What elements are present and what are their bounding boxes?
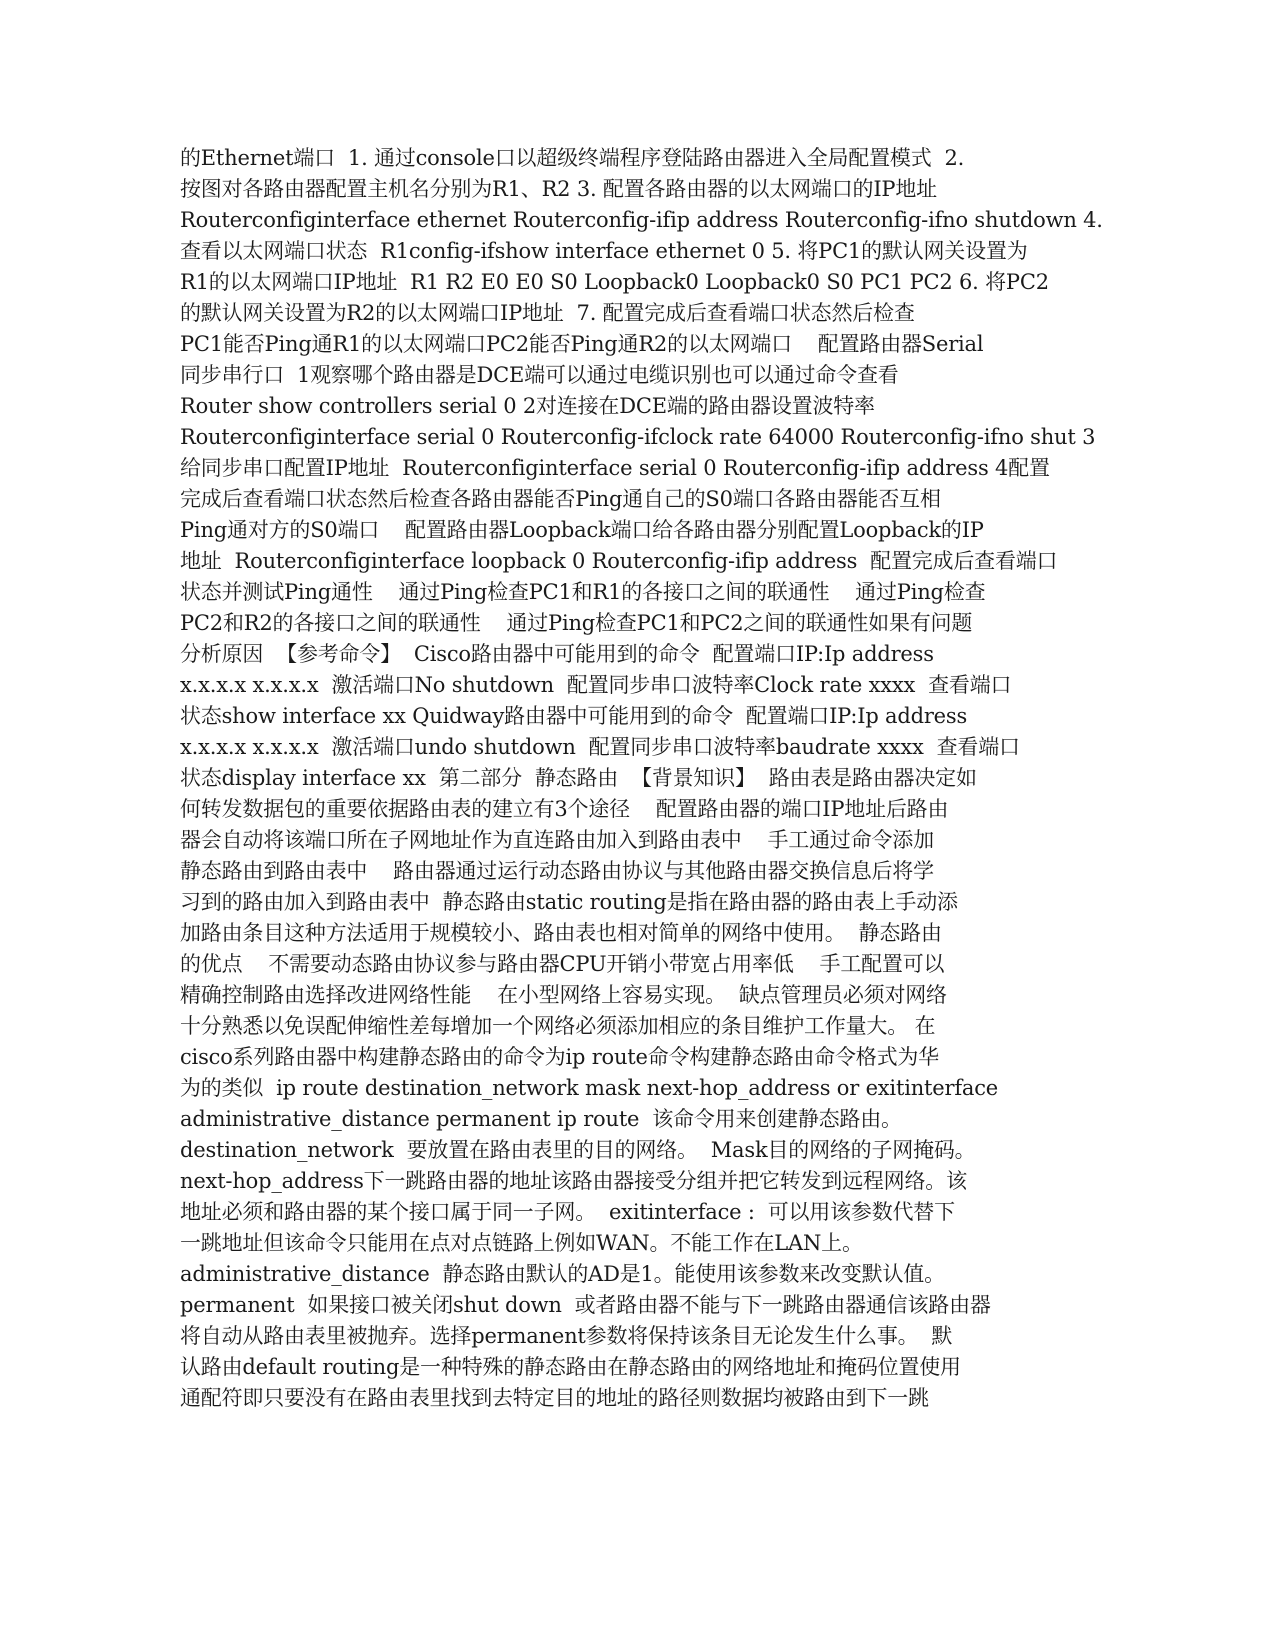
text-line: Routerconfiginterface serial 0 Routerconfig-ifclock rate 64000 Routerconfig-ifno shut 3 (180, 425, 1096, 449)
text-line: 给同步串口配置IP地址 Routerconfiginterface serial 0 Routerconfig-ifip address 4配置 (180, 456, 1050, 480)
text-line: R1的以太网端口IP地址 R1 R2 E0 E0 S0 Loopback0 Loopback0 S0 PC1 PC2 6. 将PC2 (180, 270, 1049, 294)
text-line: 分析原因 【参考命令】 Cisco路由器中可能用到的命令 配置端口IP:Ip address (180, 642, 934, 666)
text-line: cisco系列路由器中构建静态路由的命令为ip route命令构建静态路由命令格式为华 (180, 1045, 939, 1069)
body-text (180, 143, 1103, 1414)
text-line: destination_network 要放置在路由表里的目的网络。 Mask目的网络的子网掩码。 (180, 1138, 976, 1162)
text-line: 静态路由到路由表中 路由器通过运行动态路由协议与其他路由器交换信息后将学 (180, 859, 934, 883)
text-line: x.x.x.x x.x.x.x 激活端口undo shutdown 配置同步串口波特率baudrate xxxx 查看端口 (180, 735, 1020, 759)
text-line: 按图对各路由器配置主机名分别为R1、R2 3. 配置各路由器的以太网端口的IP地址 (180, 177, 937, 201)
text-line: 通配符即只要没有在路由表里找到去特定目的地址的路径则数据均被路由到下一跳 (180, 1386, 929, 1410)
text-line: 十分熟悉以免误配伸缩性差每增加一个网络必须添加相应的条目维护工作量大。 在 (180, 1014, 936, 1038)
text-line: administrative_distance 静态路由默认的AD是1。能使用该参数来改变默认值。 (180, 1262, 945, 1286)
text-line: next-hop_address下一跳路由器的地址该路由器接受分组并把它转发到远程网络。该 (180, 1169, 967, 1193)
text-line: 器会自动将该端口所在子网地址作为直连路由加入到路由表中 手工通过命令添加 (180, 828, 934, 852)
text-line: 认路由default routing是一种特殊的静态路由在静态路由的网络地址和掩码位置使用 (180, 1355, 961, 1379)
text-line: 状态display interface xx 第二部分 静态路由 【背景知识】 路由表是路由器决定如 (180, 766, 977, 790)
text-line: 一跳地址但该命令只能用在点对点链路上例如WAN。不能工作在LAN上。 (180, 1231, 863, 1255)
text-line: 的Ethernet端口 1. 通过console口以超级终端程序登陆路由器进入全局配置模式 2. (180, 146, 965, 170)
text-line: x.x.x.x x.x.x.x 激活端口No shutdown 配置同步串口波特率Clock rate xxxx 查看端口 (180, 673, 1012, 697)
text-line: 地址 Routerconfiginterface loopback 0 Routerconfig-ifip address 配置完成后查看端口 (180, 549, 1058, 573)
text-line: Router show controllers serial 0 2对连接在DCE端的路由器设置波特率 (180, 394, 875, 418)
text-line: 状态并测试Ping通性 通过Ping检查PC1和R1的各接口之间的联通性 通过Ping检查 (180, 580, 986, 604)
text-line: 的默认网关设置为R2的以太网端口IP地址 7. 配置完成后查看端口状态然后检查 (180, 301, 915, 325)
text-line: PC2和R2的各接口之间的联通性 通过Ping检查PC1和PC2之间的联通性如果有问题 (180, 611, 973, 635)
text-line: 的优点 不需要动态路由协议参与路由器CPU开销小带宽占用率低 手工配置可以 (180, 952, 945, 976)
text-line: 完成后查看端口状态然后检查各路由器能否Ping通自己的S0端口各路由器能否互相 (180, 487, 941, 511)
text-line: 地址必须和路由器的某个接口属于同一子网。 exitinterface : 可以用该参数代替下 (180, 1200, 955, 1224)
text-line: 查看以太网端口状态 R1config-ifshow interface ethernet 0 5. 将PC1的默认网关设置为 (180, 239, 1028, 263)
text-line: Ping通对方的S0端口 配置路由器Loopback端口给各路由器分别配置Loopback的IP (180, 518, 984, 542)
text-line: 加路由条目这种方法适用于规模较小、路由表也相对简单的网络中使用。 静态路由 (180, 921, 942, 945)
text-line: administrative_distance permanent ip route 该命令用来创建静态路由。 (180, 1107, 902, 1131)
text-line: 将自动从路由表里被抛弃。选择permanent参数将保持该条目无论发生什么事。 默 (180, 1324, 953, 1348)
text-line: 同步串行口 1观察哪个路由器是DCE端可以通过电缆识别也可以通过命令查看 (180, 363, 899, 387)
text-line: Routerconfiginterface ethernet Routerconfig-ifip address Routerconfig-ifno shutdown 4. (180, 208, 1103, 232)
text-line: 状态show interface xx Quidway路由器中可能用到的命令 配置端口IP:Ip address (180, 704, 968, 728)
text-line: 习到的路由加入到路由表中 静态路由static routing是指在路由器的路由表上手动添 (180, 890, 958, 914)
text-line: 何转发数据包的重要依据路由表的建立有3个途径 配置路由器的端口IP地址后路由 (180, 797, 949, 821)
text-line: permanent 如果接口被关闭shut down 或者路由器不能与下一跳路由器通信该路由器 (180, 1293, 991, 1317)
text-line: 为的类似 ip route destination_network mask next-hop_address or exitinterface (180, 1076, 999, 1100)
text-line: 精确控制路由选择改进网络性能 在小型网络上容易实现。 缺点管理员必须对网络 (180, 983, 947, 1007)
text-line: PC1能否Ping通R1的以太网端口PC2能否Ping通R2的以太网端口 配置路由器Serial (180, 332, 984, 356)
